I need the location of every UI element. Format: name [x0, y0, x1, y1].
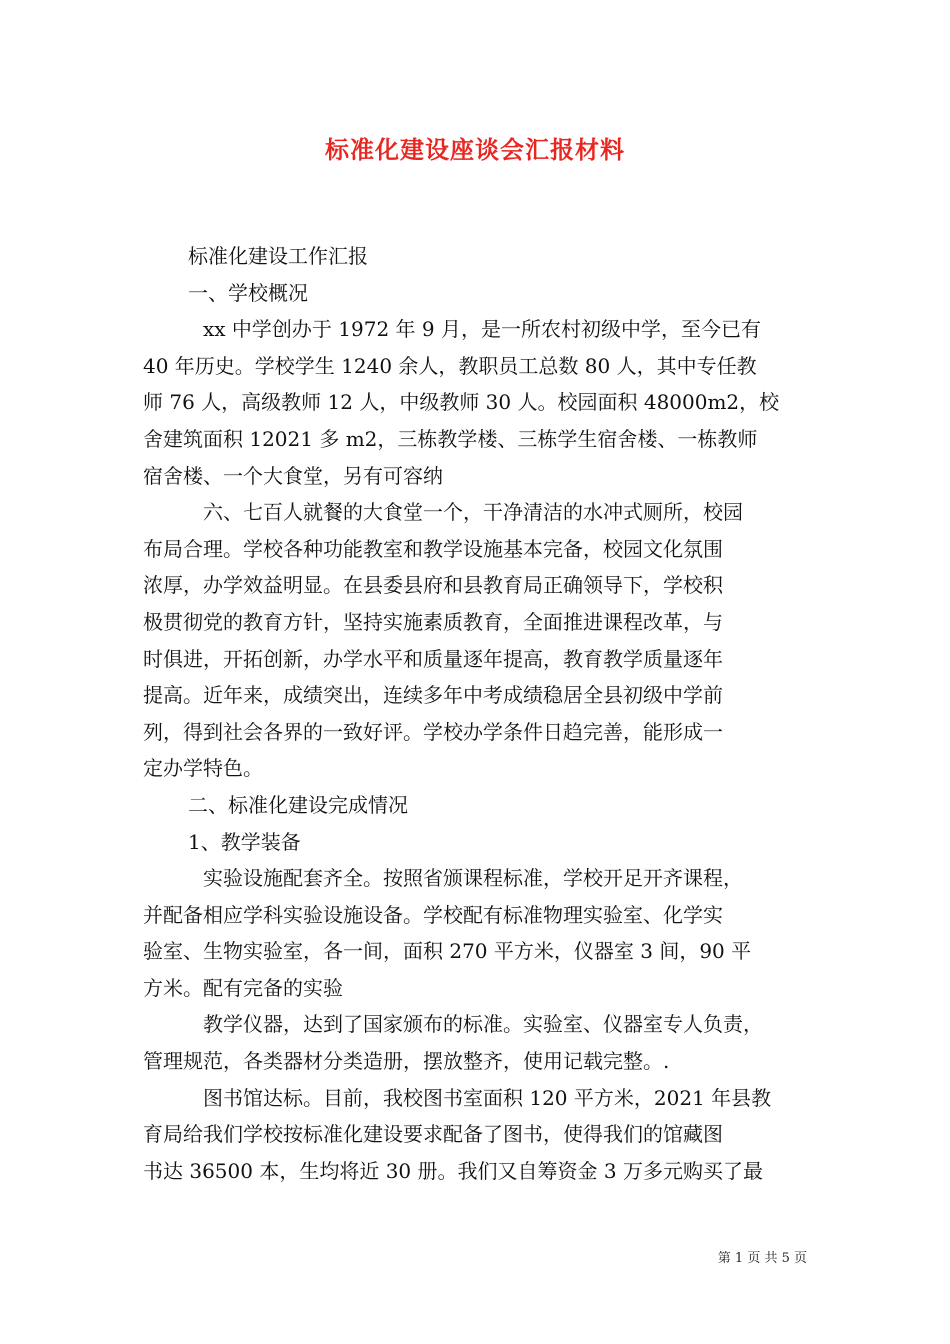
paragraph-line: 教学仪器，达到了国家颁布的标准。实验室、仪器室专人负责，: [203, 1012, 763, 1037]
document-title: 标准化建设座谈会汇报材料: [325, 135, 625, 164]
paragraph-line: 育局给我们学校按标准化建设要求配备了图书，使得我们的馆藏图: [143, 1122, 723, 1147]
paragraph-line: 布局合理。学校各种功能教室和教学设施基本完备，校园文化氛围: [143, 536, 723, 561]
paragraph-line: 方米。配有完备的实验: [143, 975, 343, 1000]
paragraph-line: 宿舍楼、一个大食堂，另有可容纳: [143, 463, 443, 488]
paragraph-line: xx 中学创办于 1972 年 9 月，是一所农村初级中学，至今已有: [203, 317, 761, 342]
paragraph-line: 实验设施配套齐全。按照省颁课程标准，学校开足开齐课程，: [203, 866, 743, 891]
subsection-heading-equipment: 1、教学装备: [188, 829, 301, 854]
paragraph-line: 定办学特色。: [143, 756, 263, 781]
paragraph-line: 40 年历史。学校学生 1240 余人，教职员工总数 80 人，其中专任教: [143, 353, 757, 378]
section-heading-overview: 一、学校概况: [188, 280, 308, 305]
paragraph-line: 书达 36500 本，生均将近 30 册。我们又自筹资金 3 万多元购买了最: [143, 1158, 763, 1183]
paragraph-line: 时俱进，开拓创新，办学水平和质量逐年提高，教育教学质量逐年: [143, 646, 723, 671]
section-heading-standardization: 二、标准化建设完成情况: [188, 792, 408, 817]
paragraph-line: 极贯彻党的教育方针，坚持实施素质教育，全面推进课程改革，与: [143, 609, 723, 634]
paragraph-line: 图书馆达标。目前，我校图书室面积 120 平方米，2021 年县教: [203, 1085, 772, 1110]
document-body: [143, 238, 811, 1189]
paragraph-line: 六、七百人就餐的大食堂一个，干净清洁的水冲式厕所，校园: [203, 500, 743, 525]
page-number: 第 1 页 共 5 页: [717, 1251, 807, 1266]
paragraph-line: 浓厚，办学效益明显。在县委县府和县教育局正确领导下，学校积: [143, 573, 723, 598]
paragraph-line: 验室、生物实验室，各一间，面积 270 平方米，仪器室 3 间，90 平: [143, 939, 752, 964]
paragraph-line: 并配备相应学科实验设施设备。学校配有标准物理实验室、化学实: [143, 902, 723, 927]
paragraph-line: 提高。近年来，成绩突出，连续多年中考成绩稳居全县初级中学前: [143, 683, 723, 708]
paragraph-line: 管理规范，各类器材分类造册，摆放整齐，使用记载完整。.: [143, 1049, 670, 1074]
heading-report: 标准化建设工作汇报: [188, 244, 368, 268]
paragraph-line: 列，得到社会各界的一致好评。学校办学条件日趋完善，能形成一: [143, 719, 723, 744]
paragraph-line: 师 76 人，高级教师 12 人，中级教师 30 人。校园面积 48000m2，校: [143, 390, 780, 415]
paragraph-line: 舍建筑面积 12021 多 m2，三栋教学楼、三栋学生宿舍楼、一栋教师: [143, 426, 758, 451]
